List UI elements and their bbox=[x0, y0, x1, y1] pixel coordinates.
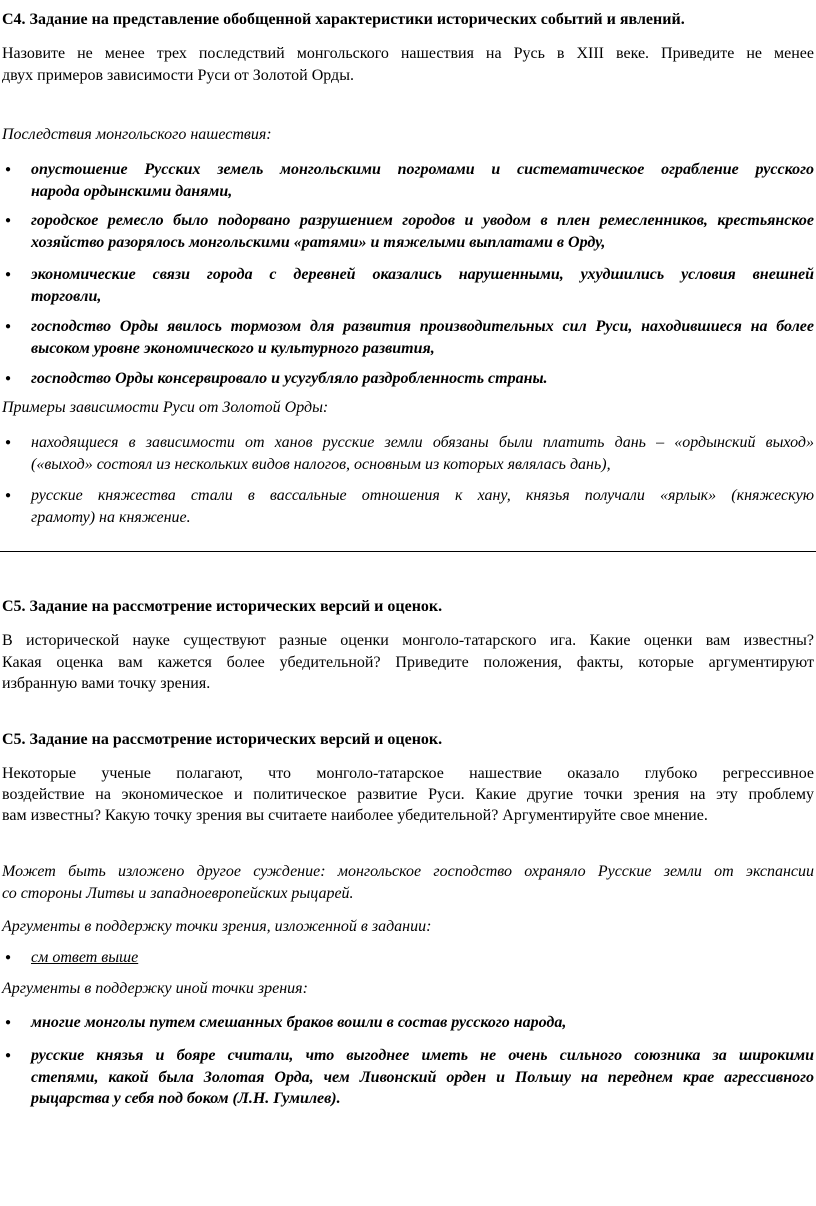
consequence-2-line-2: хозяйство разорялось монгольскими «ратями» и тяжелыми выплатами в Орду, bbox=[31, 234, 606, 251]
c5b-question-line-2: воздействие на экономическое и политическое развитие Руси. Какие другие точки зрения на эту проблему bbox=[2, 786, 814, 803]
other-item-2-line-2: степями, какой была Золотая Орда, чем Ливонский орден и Польшу на переднем крае агрессивного bbox=[31, 1069, 814, 1086]
consequence-4-line-1: господство Орды явилось тормозом для развития производительных сил Руси, находившиеся на более bbox=[31, 318, 814, 335]
consequences-label: Последствия монгольского нашествия: bbox=[2, 126, 272, 143]
bullet-icon: ● bbox=[5, 164, 12, 175]
c5b-heading: С5. Задание на рассмотрение исторических версий и оценок. bbox=[2, 731, 443, 748]
horizontal-divider bbox=[0, 551, 816, 552]
consequence-1-line-1: опустошение Русских земель монгольскими погромами и систематическое ограбление русского bbox=[31, 161, 814, 178]
support-item: см ответ выше bbox=[31, 949, 139, 966]
consequence-3-line-2: торговли, bbox=[31, 288, 102, 305]
consequence-3-line-1: экономические связи города с деревней оказались нарушенными, ухудшились условия внешней bbox=[31, 266, 814, 283]
c5a-question-line-3: избранную вами точку зрения. bbox=[2, 675, 211, 692]
bullet-icon: ● bbox=[5, 1017, 12, 1028]
bullet-icon: ● bbox=[5, 1050, 12, 1061]
examples-label: Примеры зависимости Руси от Золотой Орды: bbox=[2, 399, 329, 416]
other-item-1-line-1: многие монголы путем смешанных браков вошли в состав русского народа, bbox=[31, 1014, 567, 1031]
c4-question-line-1: Назовите не менее трех последствий монгольского нашествия на Русь в XIII веке. Приведите не менее bbox=[2, 45, 814, 62]
alt-view-line-2: со стороны Литвы и западноевропейских рыцарей. bbox=[2, 885, 354, 902]
consequence-4-line-2: высоком уровне экономического и культурного развития, bbox=[31, 340, 435, 357]
c5a-heading: С5. Задание на рассмотрение исторических версий и оценок. bbox=[2, 598, 443, 615]
example-2-line-1: русские княжества стали в вассальные отношения к хану, князья получали «ярлык» (княжескую bbox=[31, 487, 814, 504]
bullet-icon: ● bbox=[5, 490, 12, 501]
example-2-line-2: грамоту) на княжение. bbox=[31, 509, 191, 526]
bullet-icon: ● bbox=[5, 269, 12, 280]
bullet-icon: ● bbox=[5, 321, 12, 332]
support-label: Аргументы в поддержку точки зрения, изложенной в задании: bbox=[2, 918, 432, 935]
other-item-2-line-3: рыцарства у себя под боком (Л.Н. Гумилев). bbox=[31, 1090, 341, 1107]
other-view-label: Аргументы в поддержку иной точки зрения: bbox=[2, 980, 308, 997]
bullet-icon: ● bbox=[5, 373, 12, 384]
bullet-icon: ● bbox=[5, 952, 12, 963]
bullet-icon: ● bbox=[5, 215, 12, 226]
consequence-5-line-1: господство Орды консервировало и усугубляло раздробленность страны. bbox=[31, 370, 548, 387]
alt-view-line-1: Может быть изложено другое суждение: монгольское господство охраняло Русские земли от экспансии bbox=[2, 863, 814, 880]
consequence-1-line-2: народа ордынскими данями, bbox=[31, 183, 233, 200]
other-item-2-line-1: русские князья и бояре считали, что выгоднее иметь не очень сильного союзника за широкими bbox=[31, 1047, 814, 1064]
c5a-question-line-1: В исторической науке существуют разные оценки монголо-татарского ига. Какие оценки вам известны? bbox=[2, 632, 814, 649]
consequence-2-line-1: городское ремесло было подорвано разрушением городов и уводом в плен ремесленников, крестьянское bbox=[31, 212, 814, 229]
c4-question-line-2: двух примеров зависимости Руси от Золотой Орды. bbox=[2, 67, 354, 84]
example-1-line-1: находящиеся в зависимости от ханов русские земли обязаны были платить дань – «ордынский выход» bbox=[31, 434, 814, 451]
bullet-icon: ● bbox=[5, 437, 12, 448]
c5a-question-line-2: Какая оценка вам кажется более убедительной? Приведите положения, факты, которые аргументируют bbox=[2, 654, 814, 671]
c5b-question-line-1: Некоторые ученые полагают, что монголо-татарское нашествие оказало глубоко регрессивное bbox=[2, 765, 814, 782]
c5b-question-line-3: вам известны? Какую точку зрения вы считаете наиболее убедительной? Аргументируйте свое мнение. bbox=[2, 807, 708, 824]
example-1-line-2: («выход» состоял из нескольких видов налогов, основным из которых являлась дань), bbox=[31, 456, 611, 473]
c4-heading: С4. Задание на представление обобщенной характеристики исторических событий и явлений. bbox=[2, 11, 685, 28]
